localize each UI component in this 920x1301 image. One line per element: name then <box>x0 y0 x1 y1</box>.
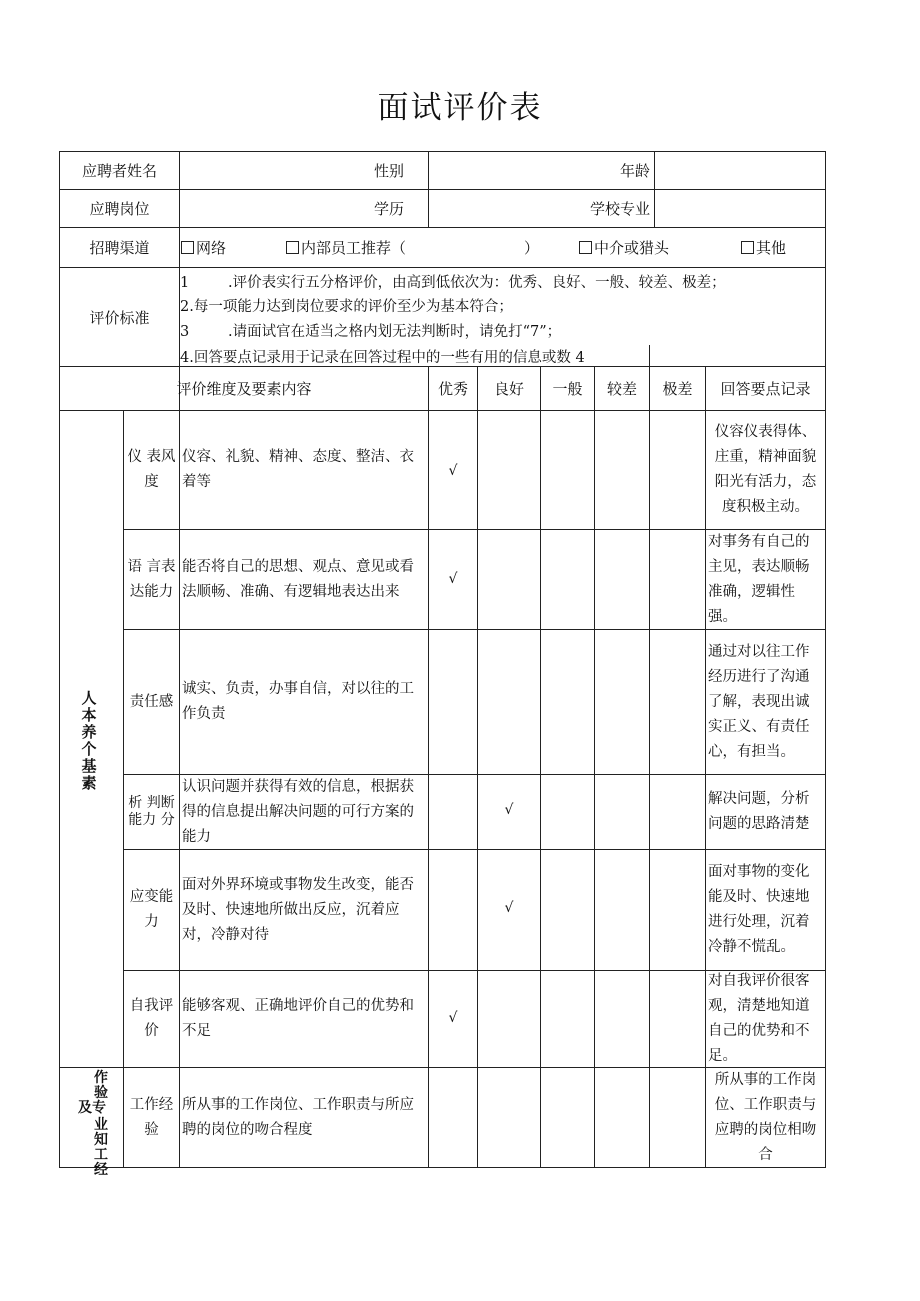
check-mark[interactable]: √ <box>504 802 514 818</box>
checkbox-icon[interactable] <box>286 241 299 254</box>
factor-description: 能够客观、正确地评价自己的优势和不足 <box>182 998 414 1039</box>
col-very-poor-header: 极差 <box>662 380 693 398</box>
channel-agency-option[interactable]: 中介或猎头 <box>579 228 699 267</box>
col-poor-header: 较差 <box>606 380 637 398</box>
col-dimension-header: 评价维度及要素内容 <box>176 380 312 398</box>
criteria-line-3: 3 .请面试官在适当之格内划无法判断时，请免打“7”； <box>180 324 562 340</box>
factor-label: 仪 表风度 <box>127 449 176 490</box>
check-mark[interactable]: √ <box>504 900 514 916</box>
answer-note[interactable]: 所从事的工作岗位、工作职责与应聘的岗位相吻合 <box>714 1071 817 1163</box>
col-good-header: 良好 <box>493 380 524 398</box>
criteria-label: 评价标准 <box>89 308 150 327</box>
factor-description: 认识问题并获得有效的信息，根据获得的信息提出解决问题的可行方案的能力 <box>182 778 414 845</box>
factor-description: 仪容、礼貌、精神、态度、整洁、衣着等 <box>182 449 414 490</box>
check-mark[interactable]: √ <box>448 463 458 479</box>
col-notes-header: 回答要点记录 <box>720 380 811 398</box>
factor-description: 面对外界环境或事物发生改变，能否及时、快速地所做出反应，沉着应对，冷静对待 <box>182 876 414 943</box>
criteria-line-1: 1 .评价表实行五分格评价，由高到低依次为：优秀、良好、一般、较差、极差； <box>180 275 726 291</box>
col-excellent-header: 优秀 <box>437 380 468 398</box>
criteria-line-4: 4.回答要点记录用于记录在回答过程中的一些有用的信息或数 4 <box>180 350 585 366</box>
factor-label: 责任感 <box>129 693 174 710</box>
name-label: 应聘者姓名 <box>81 162 157 180</box>
checkbox-icon[interactable] <box>579 241 592 254</box>
factor-label: 工作经验 <box>129 1096 174 1138</box>
age-label: 年龄 <box>619 162 650 180</box>
page-title: 面试评价表 <box>377 90 543 126</box>
channel-label: 招聘渠道 <box>89 239 150 257</box>
position-label: 应聘岗位 <box>89 200 150 218</box>
channel-online-option[interactable]: 网络 <box>181 228 281 267</box>
check-mark[interactable]: √ <box>448 571 458 587</box>
col-average-header: 一般 <box>552 380 583 398</box>
channel-referral-option[interactable]: 内部员工推荐（ ） <box>286 228 546 267</box>
gender-label: 性别 <box>373 162 404 180</box>
checkbox-icon[interactable] <box>181 241 194 254</box>
answer-note[interactable]: 仪容仪表得体、庄重，精神面貌阳光有活力，态度积极主动。 <box>714 424 817 515</box>
checkbox-icon[interactable] <box>741 241 754 254</box>
factor-label: 自我评价 <box>129 998 174 1039</box>
factor-description: 能否将自己的思想、观点、意见或看法顺畅、准确、有逻辑地表达出来 <box>182 558 414 600</box>
factor-description: 所从事的工作岗位、工作职责与所应聘的岗位的吻合程度 <box>182 1096 414 1138</box>
education-label: 学历 <box>373 200 404 218</box>
channel-other-option[interactable]: 其他 <box>741 228 821 267</box>
factor-description: 诚实、负责，办事自信，对以往的工作负责 <box>182 681 414 722</box>
major-label: 学校专业 <box>589 200 650 218</box>
factor-label: 语 言表达能力 <box>127 558 176 600</box>
answer-note[interactable]: 面对事物的变化能及时、快速地进行处理，沉着冷静不慌乱。 <box>708 864 810 955</box>
major-field[interactable] <box>655 190 825 227</box>
answer-note[interactable]: 解决问题，分析问题的思路清楚 <box>708 791 810 832</box>
answer-note[interactable]: 对自我评价很客观，清楚地知道自己的优势和不足。 <box>708 973 810 1064</box>
check-mark[interactable]: √ <box>448 1010 458 1026</box>
factor-label: 应变能力 <box>129 889 174 930</box>
answer-note[interactable]: 通过对以往工作经历进行了沟通了解，表现出诚实正义、有责任心，有担当。 <box>708 643 810 760</box>
answer-note[interactable]: 对事务有自己的主见，表达顺畅准确，逻辑性强。 <box>708 533 810 625</box>
group-basic-qualities-label: 人本养个基素 <box>81 689 97 792</box>
factor-label: 析 判断 能力 分 <box>128 795 175 828</box>
criteria-line-2: 2.每一项能力达到岗位要求的评价至少为基本符合； <box>180 299 513 315</box>
age-field[interactable] <box>655 152 825 189</box>
